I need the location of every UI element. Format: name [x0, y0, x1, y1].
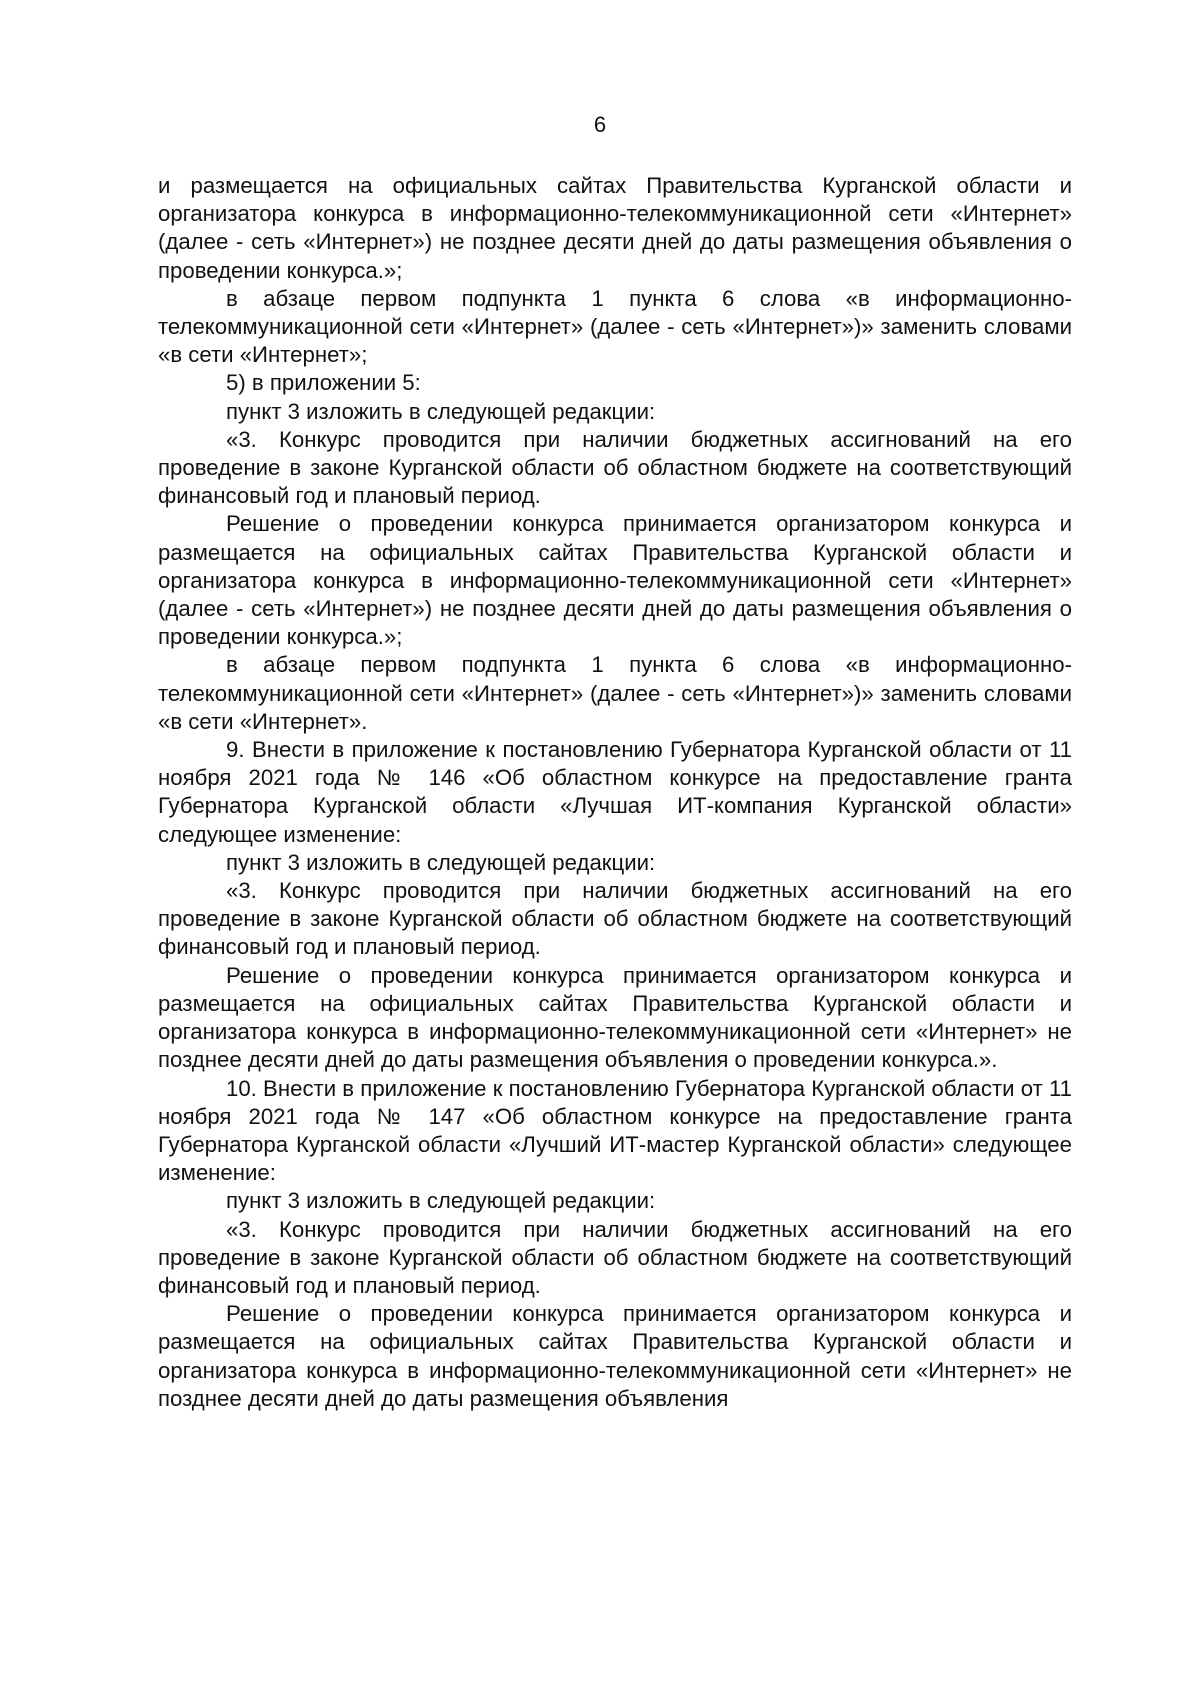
paragraph-item-10: 10. Внести в приложение к постановлению Губернатора Курганской области от 11 ноября 2021 года № 147 «Об областном конкурсе на предоставление гранта Губернатора Курганской области «Лучший ИТ-мастер Курганской области» следующее изменение: — [158, 1075, 1072, 1186]
paragraph-point-3-intro: пункт 3 изложить в следующей редакции: — [226, 849, 656, 875]
paragraph-decision-text: Решение о проведении конкурса принимается организатором конкурса и размещается на официальных сайтах Правительства Курганской области и организатора конкурса в информационно-телекоммуникационной сети «Интернет» не позднее десяти дней до даты размещения объявления о проведении конкурса.». — [158, 962, 1072, 1073]
paragraph-point-3-text: «3. Конкурс проводится при наличии бюджетных ассигнований на его проведение в законе Курганской области об областном бюджете на соответствующий финансовый год и плановый период. — [158, 878, 1072, 960]
document-body — [158, 172, 1072, 1413]
paragraph-point-3-intro: пункт 3 изложить в следующей редакции: — [226, 398, 656, 424]
paragraph-decision-text: Решение о проведении конкурса принимается организатором конкурса и размещается на официальных сайтах Правительства Курганской области и организатора конкурса в информационно-телекоммуникационной сети «Интернет» не позднее десяти дней до даты размещения объявления — [158, 1301, 1072, 1411]
paragraph-appendix-5-heading: 5) в приложении 5: — [226, 370, 421, 396]
paragraph-item-9: 9. Внести в приложение к постановлению Губернатора Курганской области от 11 ноября 2021 года № 146 «Об областном конкурсе на предоставление гранта Губернатора Курганской области «Лучшая ИТ-компания Курганской области» следующее изменение: — [158, 737, 1072, 847]
page-number: 6 — [593, 112, 607, 137]
paragraph-amendment-clause-6: в абзаце первом подпункта 1 пункта 6 слова «в информационно-телекоммуникационной сети «Интернет» (далее - сеть «Интернет»)» заменить словами «в сети «Интернет»; — [158, 285, 1072, 368]
paragraph-point-3-text: «3. Конкурс проводится при наличии бюджетных ассигнований на его проведение в законе Курганской области об областном бюджете на соответствующий финансовый год и плановый период. — [158, 1216, 1072, 1298]
paragraph-decision-text: Решение о проведении конкурса принимается организатором конкурса и размещается на официальных сайтах Правительства Курганской области и организатора конкурса в информационно-телекоммуникационной сети «Интернет» (далее - сеть «Интернет») не позднее десяти дней до даты размещения объявления о проведении конкурса.»; — [158, 511, 1072, 650]
paragraph-point-3-text: «3. Конкурс проводится при наличии бюджетных ассигнований на его проведение в законе Курганской области об областном бюджете на соответствующий финансовый год и плановый период. — [158, 426, 1072, 509]
paragraph-amendment-clause-6: в абзаце первом подпункта 1 пункта 6 слова «в информационно-телекоммуникационной сети «Интернет» (далее - сеть «Интернет»)» заменить словами «в сети «Интернет». — [158, 652, 1072, 734]
paragraph-point-3-intro: пункт 3 изложить в следующей редакции: — [226, 1188, 656, 1214]
paragraph-continuation: и размещается на официальных сайтах Правительства Курганской области и организатора конкурса в информационно-телекоммуникационной сети «Интернет» (далее - сеть «Интернет») не позднее десяти дней до даты размещения объявления о проведении конкурса.»; — [158, 173, 1072, 283]
